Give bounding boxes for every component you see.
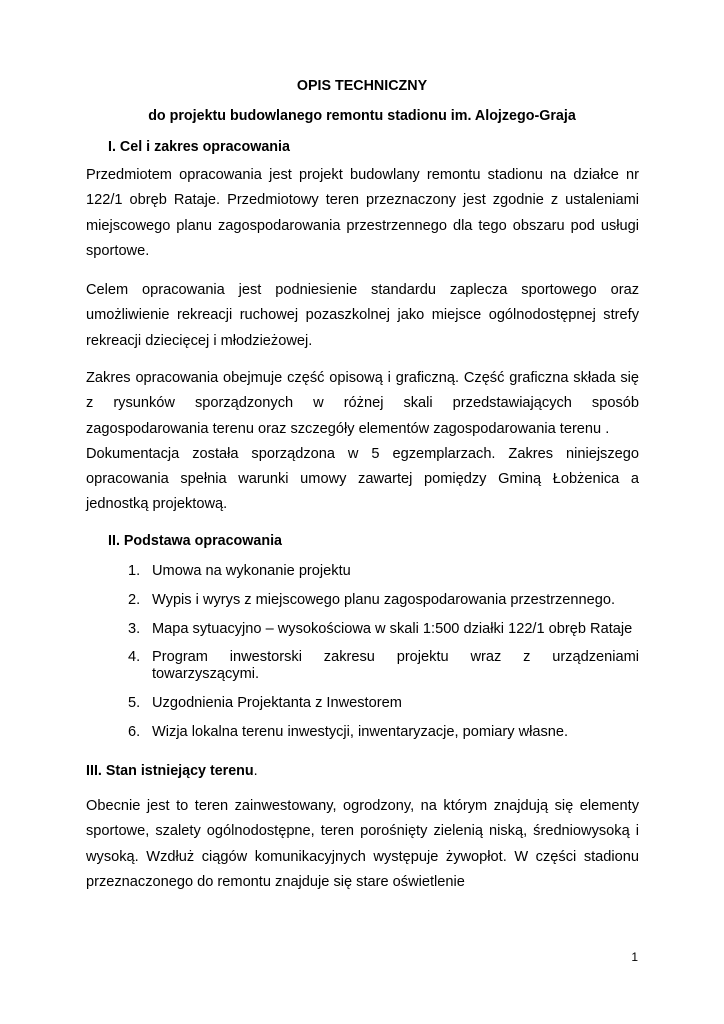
- paragraph-line: Obecnie jest to teren zainwestowany, ogrodzony, na którym znajdują się elementy: [86, 798, 639, 814]
- paragraph-line: 122/1 obręb Rataje. Przedmiotowy teren przeznaczony jest zgodnie z ustaleniami: [86, 192, 639, 209]
- paragraph-line: wysoką. Wzdłuż ciągów komunikacyjnych występuje żywopłot. W części stadionu: [86, 848, 639, 865]
- list-item-number: 6.: [128, 724, 141, 740]
- section-3-heading-text: III. Stan istniejący terenu: [86, 763, 254, 779]
- document-title: OPIS TECHNICZNY: [296, 78, 428, 94]
- list-item-number: 4.: [128, 649, 141, 665]
- section-3-heading: [86, 763, 258, 779]
- section-1-paragraph-2: [86, 278, 639, 354]
- paragraph-line: rekreacji dziecięcej i młodzieżowej.: [86, 332, 313, 349]
- paragraph-line: Zakres opracowania obejmuje część opisową i graficzną. Część graficzna składa się: [86, 370, 639, 386]
- list-item-text: Wizja lokalna terenu inwestycji, inwentaryzacje, pomiary własne.: [152, 724, 569, 740]
- list-item-number: 1.: [128, 563, 141, 579]
- list-item-text: Program inwestorski zakresu projektu wraz z urządzeniami: [152, 649, 639, 665]
- paragraph-line: sportowe, szalety ogólnodostępne, teren porośnięty zielenią niską, średniowysoką i: [86, 823, 639, 840]
- list-item-number: 2.: [128, 592, 141, 608]
- list-item-text: Mapa sytuacyjno – wysokościowa w skali 1:500 działki 122/1 obręb Rataje: [152, 621, 633, 637]
- list-item-number: 3.: [128, 621, 141, 637]
- paragraph-line: zagospodarowania terenu oraz szczegóły elementów zagospodarowania terenu .: [86, 420, 610, 437]
- section-1-paragraph-1: [86, 163, 639, 264]
- document-subtitle: do projektu budowlanego remontu stadionu im. Alojzego-Graja: [148, 108, 576, 124]
- paragraph-line: jednostką projektową.: [86, 496, 228, 513]
- list-item-text: Uzgodnienia Projektanta z Inwestorem: [152, 695, 402, 711]
- paragraph-line: miejscowego planu zagospodarowania przestrzennego dla tego obszaru pod usługi: [86, 217, 639, 234]
- section-2-heading: II. Podstawa opracowania: [108, 533, 282, 549]
- section-1-paragraph-3: [86, 366, 639, 518]
- paragraph-line: opracowania spełnia warunki umowy zawartej pomiędzy Gminą Łobżenica a: [86, 471, 639, 488]
- paragraph-line: umożliwienie rekreacji ruchowej pozaszkolnej jako miejsce ogólnodostępnej strefy: [86, 307, 639, 324]
- list-item-text: towarzyszącymi.: [152, 665, 260, 682]
- paragraph-line: Przedmiotem opracowania jest projekt budowlany remontu stadionu na działce nr: [86, 167, 639, 183]
- paragraph-line: z rysunków sporządzonych w różnej skali przedstawiających sposób: [86, 395, 639, 412]
- list-item-number: 5.: [128, 695, 141, 711]
- paragraph-line: Dokumentacja została sporządzona w 5 egzemplarzach. Zakres niniejszego: [86, 445, 639, 462]
- section-3-heading-suffix: .: [253, 763, 258, 779]
- paragraph-line: przeznaczonego do remontu znajduje się stare oświetlenie: [86, 873, 465, 890]
- page-number: 1: [631, 950, 638, 964]
- section-3-paragraph-1: [86, 794, 639, 895]
- list-item-text: Umowa na wykonanie projektu: [152, 563, 351, 579]
- paragraph-line: sportowe.: [86, 242, 150, 259]
- paragraph-line: Celem opracowania jest podniesienie standardu zaplecza sportowego oraz: [86, 282, 639, 298]
- list-item-text: Wypis i wyrys z miejscowego planu zagospodarowania przestrzennego.: [152, 592, 616, 608]
- section-1-heading: I. Cel i zakres opracowania: [108, 139, 290, 155]
